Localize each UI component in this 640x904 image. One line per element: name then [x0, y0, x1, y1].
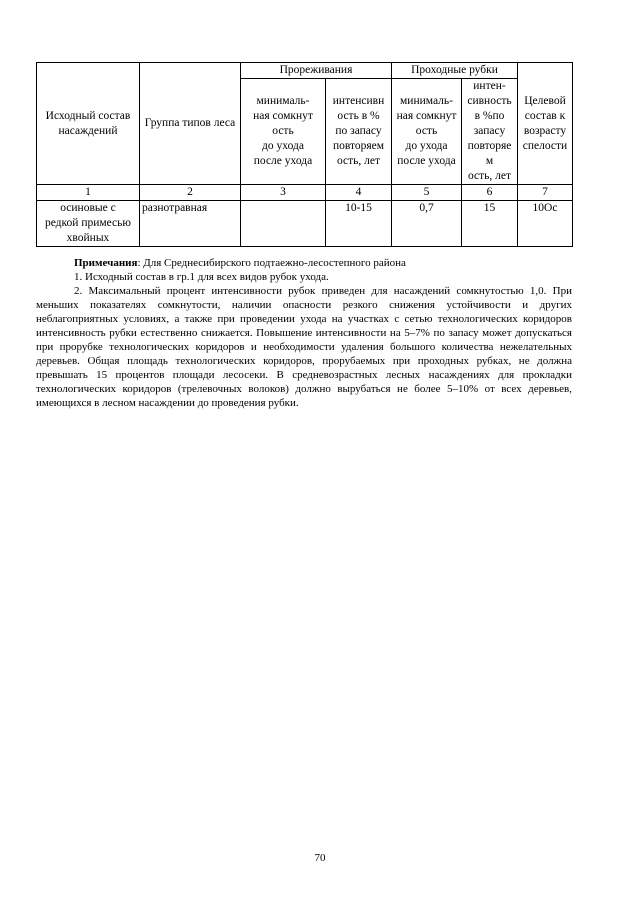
column-number: 4	[326, 185, 392, 201]
table-row	[37, 201, 573, 247]
column-number-row	[37, 185, 573, 201]
column-number: 6	[462, 185, 518, 201]
header-target-composition: Целевой состав к возрасту спелости	[518, 63, 573, 185]
header-passage-intensity: интен- сивность в %по запасу повторяе м ость, лет	[462, 79, 518, 185]
cell-passage-min-density: 0,7	[392, 201, 462, 247]
header-row-1	[37, 63, 573, 79]
note-1: 1. Исходный состав в гр.1 для всех видов рубок ухода.	[74, 271, 329, 283]
cell-target-composition: 10Ос	[518, 201, 573, 247]
forest-thinning-table	[36, 62, 573, 247]
header-thinning-intensity: интенсивн ость в % по запасу повторяем ость, лет	[326, 79, 392, 185]
notes-region: : Для Среднесибирского подтаежно-лесостепного района	[137, 257, 406, 269]
header-passage-cuttings: Проходные рубки	[392, 63, 518, 79]
column-number: 1	[37, 185, 140, 201]
header-initial-composition: Исходный состав насаждений	[37, 63, 140, 185]
header-thinning-min-density: минималь- ная сомкнут ость до ухода после ухода	[241, 79, 326, 185]
column-number: 2	[140, 185, 241, 201]
notes-heading	[36, 256, 572, 270]
note-2: 2. Максимальный процент интенсивности рубок приведен для насаждений сомкнутостью 1,0. При меньших показателях сомкнутости, наличии опасности резкого снижения устойчивости и других неблагоприятных условиях, а также при проведении ухода на участках с сетью технологических коридоров интенсивность рубки естественно снижается. Повышение интенсивности на 5–7% по запасу может допускаться при прорубке технологических коридоров и необходимости удаления большого количества нежелательных деревьев. Общая площадь технологических коридоров, прорубаемых при проходных рубках, не должна превышать 15 процентов площади лесосеки. В средневозрастных лесных насаждениях для прокладки технологических коридоров (трелевочных волоков) должно вырубаться не более 5–10% от всех деревьев, имеющихся в лесном насаждении до проведения рубки.	[36, 285, 572, 409]
cell-forest-type-group: разнотравная	[140, 201, 241, 247]
cell-thinning-min-density	[241, 201, 326, 247]
header-forest-type-group: Группа типов леса	[140, 63, 241, 185]
notes-label: Примечания	[74, 257, 138, 269]
cell-initial-composition: осиновые с редкой примесью хвойных	[37, 201, 140, 247]
header-thinning: Прореживания	[241, 63, 392, 79]
page-number: 70	[314, 852, 326, 864]
header-passage-min-density: минималь- ная сомкнут ость до ухода после ухода	[392, 79, 462, 185]
notes-section	[36, 256, 572, 410]
column-number: 7	[518, 185, 573, 201]
column-number: 5	[392, 185, 462, 201]
cell-passage-intensity: 15	[462, 201, 518, 247]
cell-thinning-intensity: 10-15	[326, 201, 392, 247]
column-number: 3	[241, 185, 326, 201]
